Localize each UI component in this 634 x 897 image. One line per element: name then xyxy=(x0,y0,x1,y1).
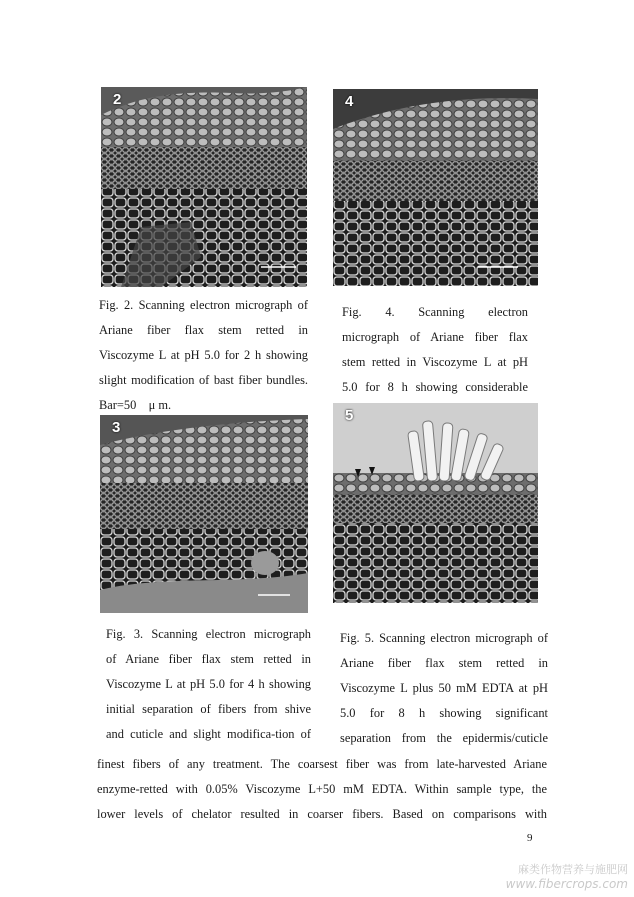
micrograph-fig-4 xyxy=(333,89,538,286)
page-number: 9 xyxy=(527,832,533,844)
micrograph-fig-5 xyxy=(333,403,538,603)
watermark-url: www.fibercrops.com xyxy=(505,877,628,891)
micrograph-fig-3 xyxy=(100,415,308,613)
watermark xyxy=(506,863,628,891)
micrograph-fig-2 xyxy=(101,87,307,287)
caption-fig-3: Fig. 3. Scanning electron micrograph of Ariane fiber flax stem retted in Viscozyme L at pH 5.0 for 4 h showing initial separation of fibers from shive and cuticle and slight modifica-tion of xyxy=(106,627,311,741)
figure-number: 3 xyxy=(112,419,121,436)
body-paragraph: finest fibers of any treatment. The coarsest fiber was from late-harvested Ariane enzyme-retted with 0.05% Viscozyme L+50 mM EDTA. Within sample type, the lower levels of chelator resulted in coarser fibers. Based on comparisons with xyxy=(97,757,547,821)
figure-number: 5 xyxy=(345,407,354,424)
caption-fig-2: Fig. 2. Scanning electron micrograph of Ariane fiber flax stem retted in Viscozyme L at pH 5.0 for 2 h showing slight modification of bast fiber bundles. Bar=50 μ m. xyxy=(99,298,308,412)
caption-fig-5: Fig. 5. Scanning electron micrograph of Ariane fiber flax stem retted in Viscozyme L plus 50 mM EDTA at pH 5.0 for 8 h showing significant separation from the epidermis/cuticle xyxy=(340,631,548,745)
figure-number: 4 xyxy=(345,93,354,110)
figure-number: 2 xyxy=(113,91,122,108)
caption-fig-4: Fig. 4. Scanning electron micrograph of Ariane fiber flax stem retted in Viscozyme L at pH 5.0 for 8 h showing considerable xyxy=(342,305,528,394)
watermark-site-name: 麻类作物营养与施肥网 xyxy=(518,863,628,876)
